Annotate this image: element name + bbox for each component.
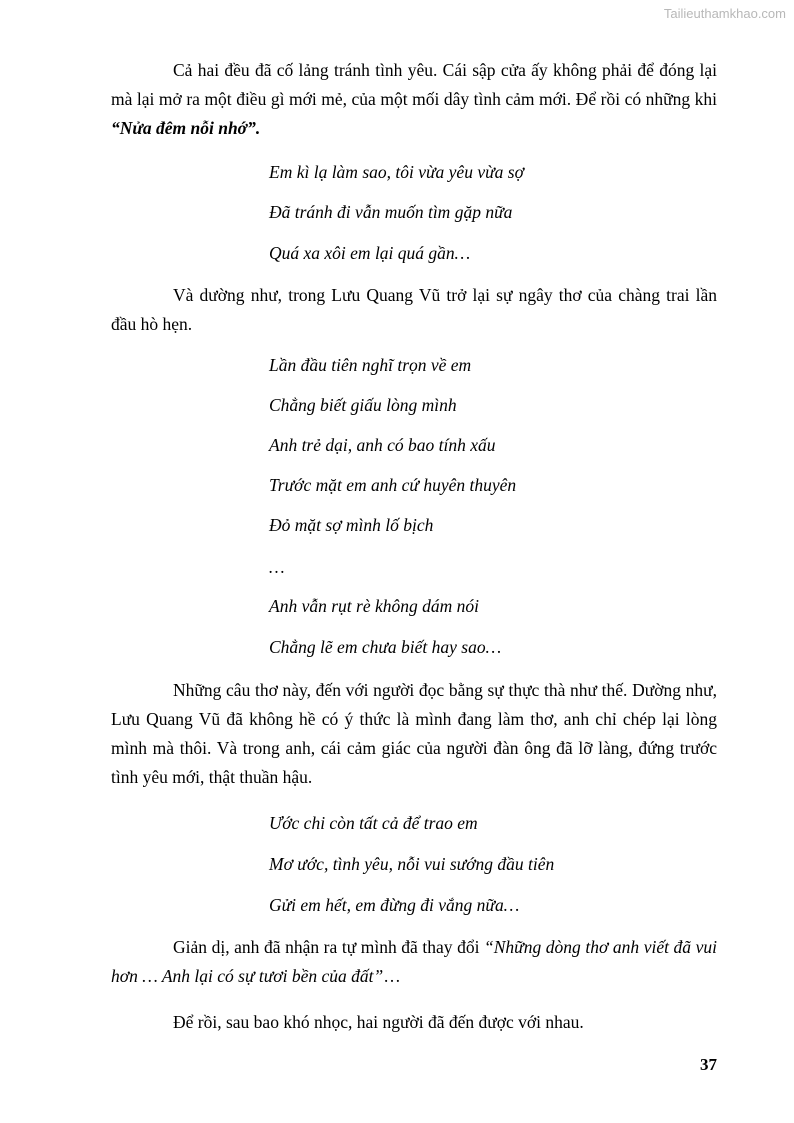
paragraph-1 (111, 56, 717, 143)
verse-line: Đỏ mặt sợ mình lố bịch (269, 515, 434, 535)
verse-line: Quá xa xôi em lại quá gần… (269, 243, 471, 263)
verse-line: Anh vẫn rụt rè không dám nói (269, 596, 479, 616)
verse-line: Mơ ước, tình yêu, nỗi vui sướng đầu tiên (269, 854, 555, 874)
watermark: Tailieuthamkhao.com (663, 6, 786, 21)
paragraph-4-tail: … (383, 966, 401, 986)
verse-line: Lần đầu tiên nghĩ trọn về em (269, 355, 472, 375)
poem-title-emphasis: “Nửa đêm nỗi nhớ”. (111, 118, 261, 138)
paragraph-2: Và dường như, trong Lưu Quang Vũ trở lại sự ngây thơ của chàng trai lần đầu hò hẹn. (111, 285, 717, 334)
paragraph-4-text: Giản dị, anh đã nhận ra tự mình đã thay đổi (173, 937, 485, 957)
verse-line: Em kì lạ làm sao, tôi vừa yêu vừa sợ (269, 162, 524, 182)
verse-line: Anh trẻ dại, anh có bao tính xấu (269, 435, 496, 455)
verse-line: Đã tránh đi vẫn muốn tìm gặp nữa (269, 202, 513, 222)
quote-emphasis: “Những dòng thơ anh viết đã vui hơn … Anh lại có sự tươi bền của đất” (111, 937, 718, 986)
paragraph-3: Những câu thơ này, đến với người đọc bằng sự thực thà như thế. Dường như, Lưu Quang Vũ đã không hề có ý thức là mình đang làm thơ, anh chỉ chép lại lòng mình mà thôi. Và trong anh, cái cảm giác của người đàn ông đã lỡ làng, đứng trước tình yêu mới, thật thuần hậu. (111, 680, 717, 787)
verse-line: Trước mặt em anh cứ huyên thuyên (269, 475, 517, 495)
paragraph-5: Để rồi, sau bao khó nhọc, hai người đã đến được với nhau. (173, 1012, 584, 1032)
verse-line: Chẳng biết giấu lòng mình (269, 395, 457, 415)
verse-ellipsis: … (269, 557, 285, 577)
verse-line: Chẳng lẽ em chưa biết hay sao… (269, 637, 502, 657)
page-number: 37 (700, 1055, 717, 1074)
paragraph-4 (111, 933, 717, 991)
verse-line: Ước chi còn tất cả để trao em (269, 813, 478, 833)
paragraph-1-text: Cả hai đều đã cố lảng tránh tình yêu. Cái sập cửa ấy không phải để đóng lại mà lại mở ra một điều gì mới mẻ, của một mối dây tình cảm mới. Để rồi có những khi (111, 60, 717, 109)
verse-line: Gửi em hết, em đừng đi vắng nữa… (269, 895, 520, 915)
